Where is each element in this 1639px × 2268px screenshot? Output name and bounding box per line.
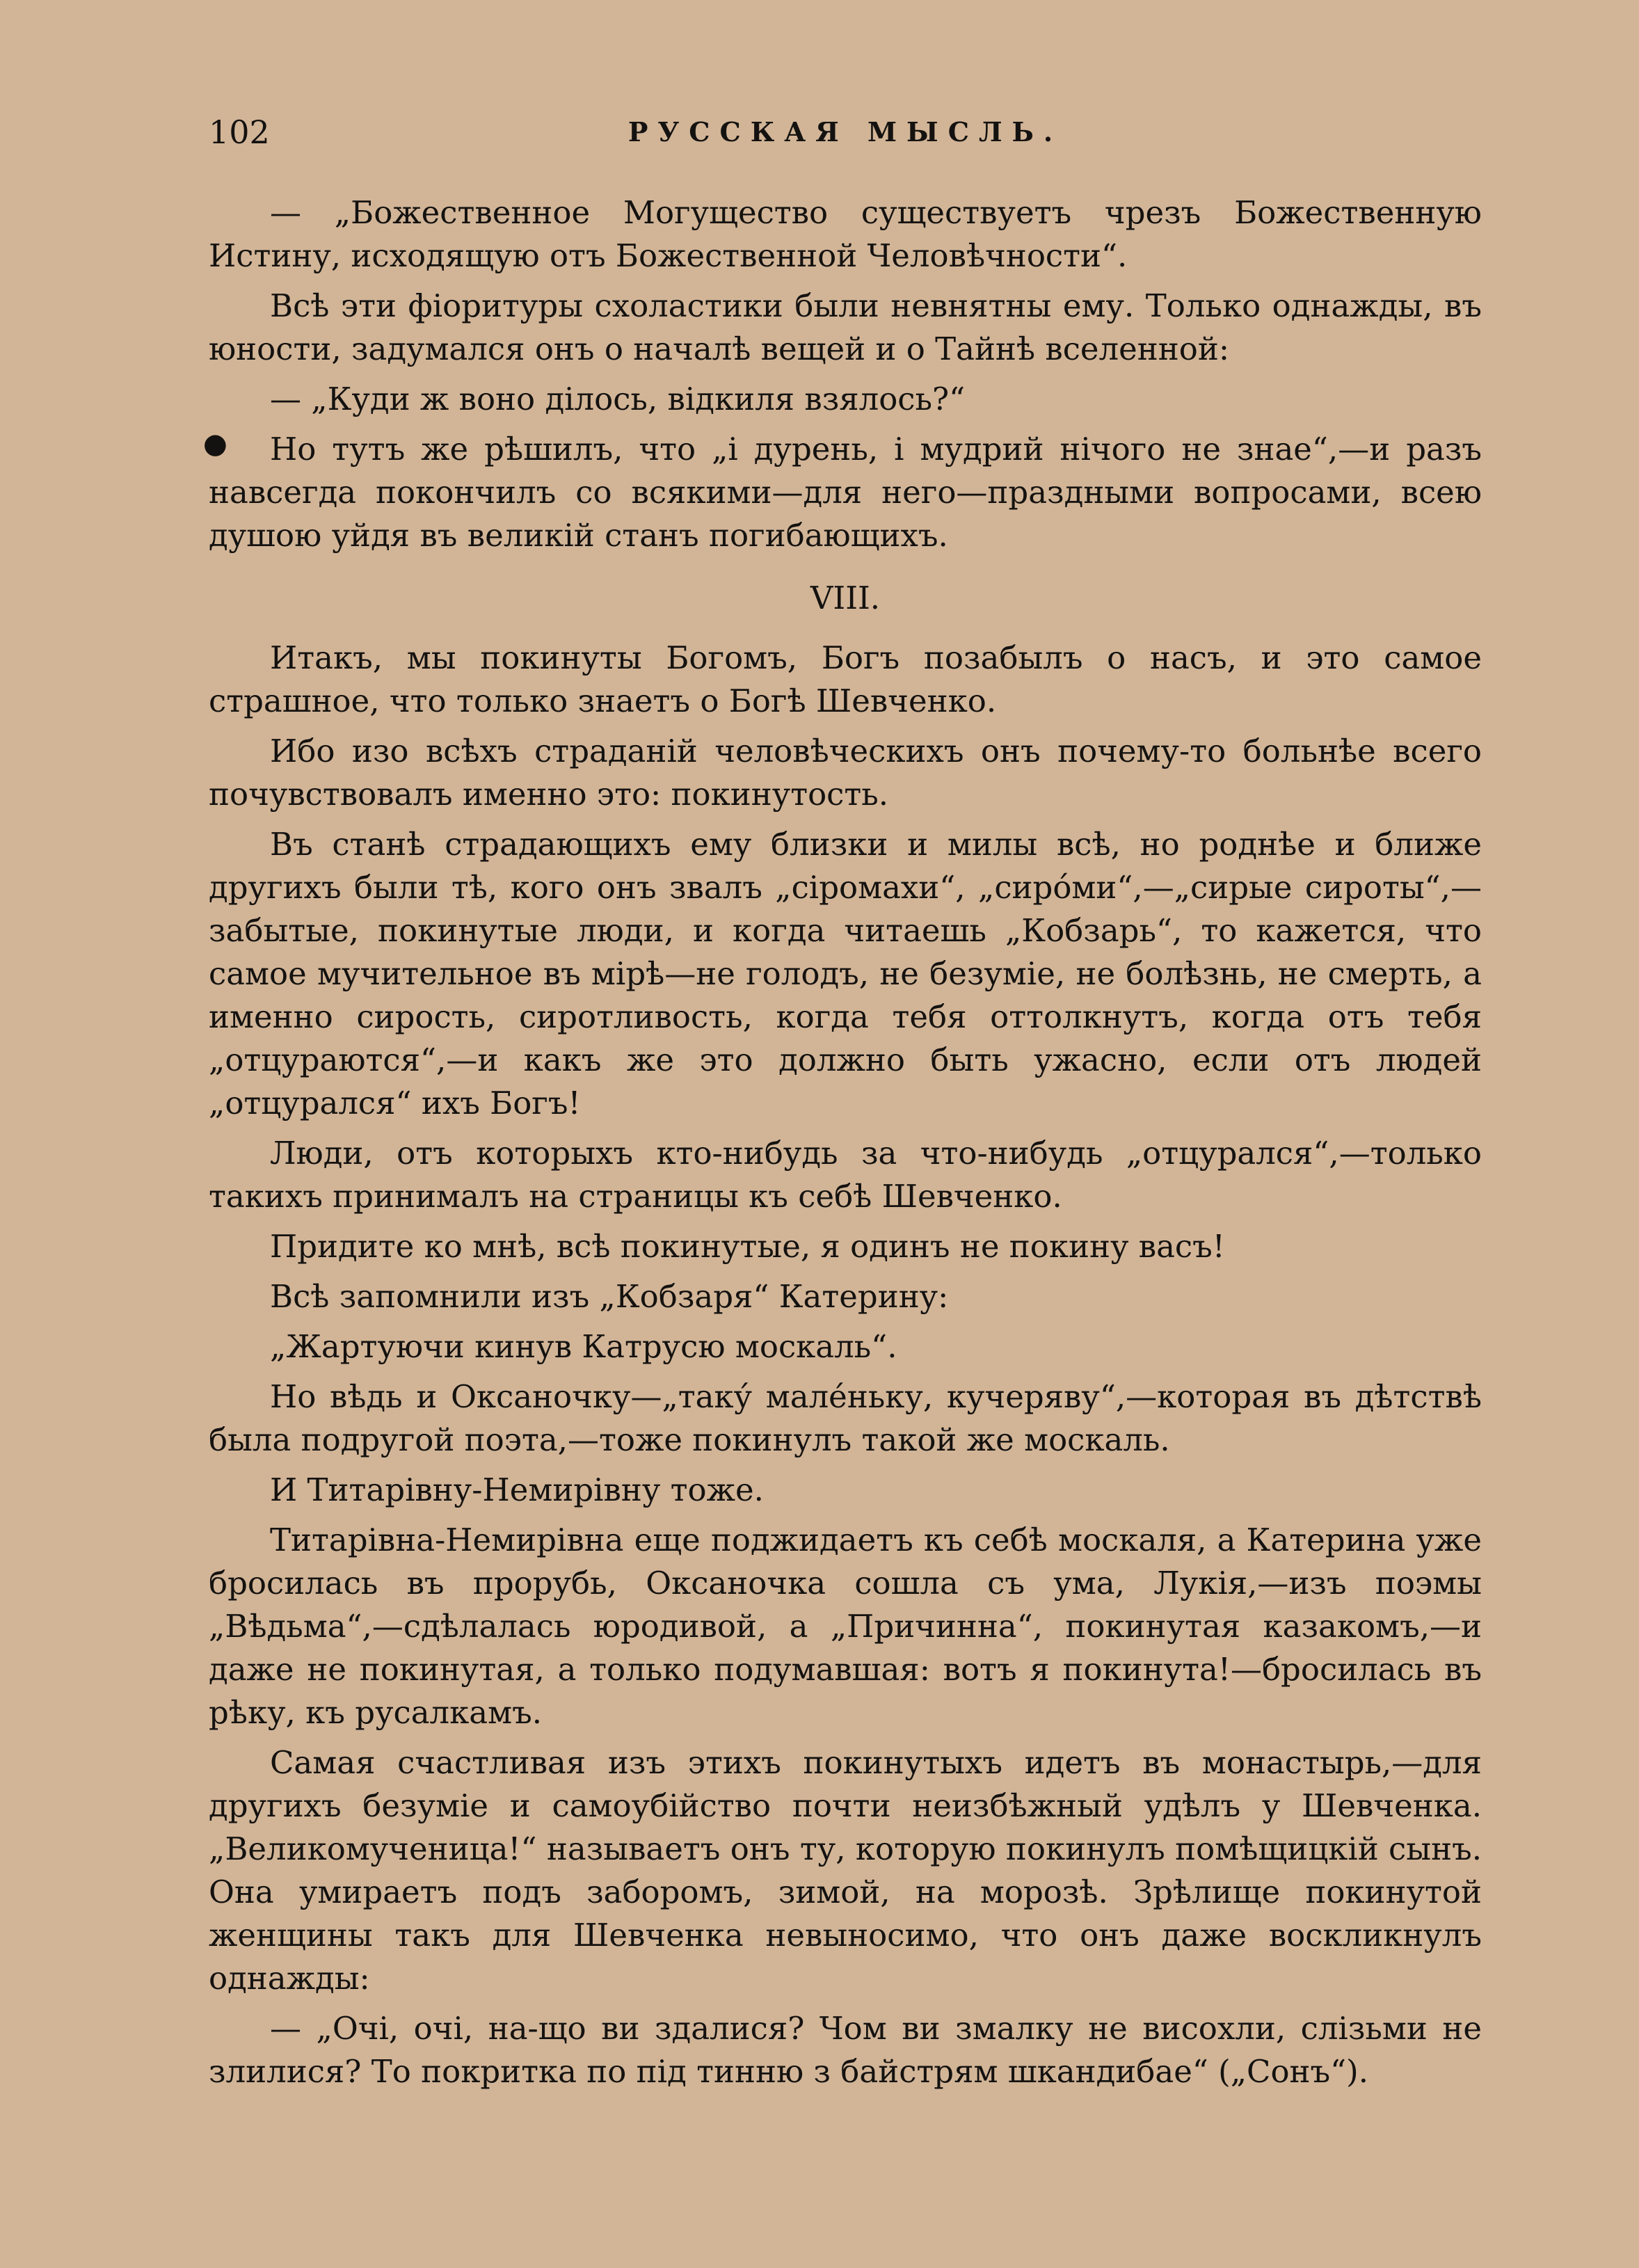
- page-header: [209, 108, 1482, 163]
- paragraph: Но тутъ же рѣшилъ, что „і дурень, і мудрий нічого не знае“,—и разъ навсегда покончилъ со всякими—для него—праздными вопросами, всею душою уйдя въ великій станъ погибающихъ.: [209, 431, 1482, 554]
- paragraph: Ибо изо всѣхъ страданій человѣческихъ онъ почему-то больнѣе всего почувствовалъ именно это: покинутость.: [209, 733, 1482, 813]
- paragraph: Но вѣдь и Оксаночку—„таку́ мале́ньку, кучеряву“,—которая въ дѣтствѣ была подругой поэта,—тоже покинулъ такой же москаль.: [209, 1378, 1482, 1458]
- margin-mark-icon: ●: [203, 428, 227, 460]
- paragraph: Итакъ, мы покинуты Богомъ, Богъ позабылъ о насъ, и это самое страшное, что только знаетъ о Богѣ Шевченко.: [209, 639, 1482, 719]
- paragraph: — „Божественное Могущество существуетъ чрезъ Божественную Истину, исходящую отъ Божественной Человѣчности“.: [209, 194, 1482, 274]
- marked-paragraph: [203, 428, 1482, 557]
- page: [203, 108, 1482, 2100]
- section-heading: VIII.: [810, 580, 881, 616]
- paragraph: Всѣ эти фіоритуры схоластики были невнятны ему. Только однажды, въ юности, задумался онъ о началѣ вещей и о Тайнѣ вселенной:: [209, 287, 1482, 367]
- paragraph: Въ станѣ страдающихъ ему близки и милы всѣ, но роднѣе и ближе другихъ были тѣ, кого онъ звалъ „сіромахи“, „сирóми“,—„сирые сироты“,—забытые, покинутые люди, и когда читаешь „Кобзарь“, то кажется, что самое мучительное въ мірѣ—не голодъ, не безуміе, не болѣзнь, не смерть, а именно сирость, сиротливость, когда тебя оттолкнутъ, когда отъ тебя „отцураются“,—и какъ же это должно быть ужасно, если отъ людей „отцурался“ ихъ Богъ!: [209, 826, 1482, 1121]
- paragraph: Самая счастливая изъ этихъ покинутыхъ идетъ въ монастырь,—для другихъ безуміе и самоубійство почти неизбѣжный удѣлъ у Шевченка. „Великомученица!“ называетъ онъ ту, которую покинулъ помѣщицкій сынъ. Она умираетъ подъ заборомъ, зимой, на морозѣ. Зрѣлище покинутой женщины такъ для Шевченка невыносимо, что онъ даже воскликнулъ однажды:: [209, 1744, 1482, 1997]
- paragraph: Люди, отъ которыхъ кто-нибудь за что-нибудь „отцурался“,—только такихъ принималъ на страницы къ себѣ Шевченко.: [209, 1135, 1482, 1215]
- paragraph: Придите ко мнѣ, всѣ покинутые, я одинъ не покину васъ!: [270, 1228, 1225, 1265]
- quote: — „Очі, очі, на-що ви здалися? Чом ви змалку не висохли, слізьми не злилися? То покритка по під тинню з байстрям шкандибае“ („Сонъ“).: [209, 2010, 1482, 2090]
- page-number: 102: [209, 113, 270, 151]
- paragraph: Титарівна-Немирівна еще поджидаетъ къ себѣ москаля, а Катерина уже бросилась въ прорубь, Оксаночка сошла съ ума, Лукія,—изъ поэмы „Вѣдьма“,—сдѣлалась юродивой, а „Причинна“, покинутая казакомъ,—и даже не покинутая, а только подумавшая: вотъ я покинута!—бросилась въ рѣку, къ русалкамъ.: [209, 1522, 1482, 1731]
- paragraph: И Титарівну-Немирівну тоже.: [270, 1471, 764, 1508]
- body-text: [203, 191, 1482, 2093]
- quote: — „Куди ж воно ділось, відкиля взялось?“: [270, 381, 966, 417]
- quote: „Жартуючи кинув Катрусю москаль“.: [270, 1328, 897, 1365]
- running-title: РУССКАЯ МЫСЛЬ.: [627, 116, 1063, 147]
- paragraph: Всѣ запомнили изъ „Кобзаря“ Катерину:: [270, 1278, 949, 1315]
